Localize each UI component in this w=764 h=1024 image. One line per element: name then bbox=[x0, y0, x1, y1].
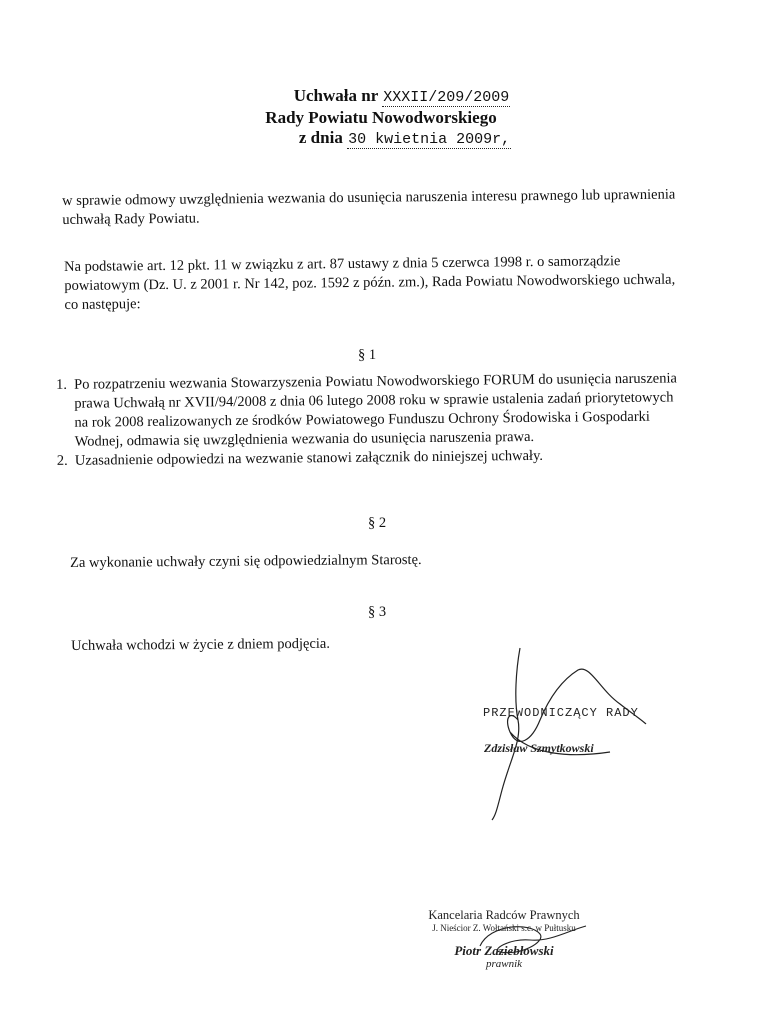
section-3-heading: § 3 bbox=[368, 604, 387, 620]
section-2-text: Za wykonanie uchwały czyni się odpowiedzialnym Starostę. bbox=[70, 551, 422, 571]
resolution-subject: w sprawie odmowy uwzględnienia wezwania do usunięcia naruszenia interesu prawnego lub uprawnienia uchwałą Rady Powiatu. bbox=[62, 186, 676, 228]
list-item-number: 1. bbox=[56, 376, 68, 393]
title-prefix: Uchwała nr bbox=[293, 86, 383, 105]
section-3-text: Uchwała wchodzi w życie z dniem podjęcia. bbox=[71, 635, 331, 654]
law-office-stamp bbox=[404, 908, 604, 971]
date-prefix: z dnia bbox=[298, 128, 348, 147]
council-name: Rady Powiatu Nowodworskiego bbox=[265, 108, 497, 127]
chairman-signature-block bbox=[470, 640, 690, 830]
stamp-role: prawnik bbox=[485, 958, 523, 970]
stamp-person: Piotr Zazieblowski bbox=[454, 943, 554, 958]
section-2-heading: § 2 bbox=[368, 515, 387, 531]
list-item-text: Po rozpatrzeniu wezwania Stowarzyszenia Powiatu Nowodworskiego FORUM do usunięcia naruszenia prawa Uchwałą nr XVII/94/2008 z dnia 06 lutego 2008 roku w sprawie ustalenia zadań priorytetowych na rok 2008 realizowanych ze środków Powiatowego Funduszu Ochrony Środowiska i Gospodarki Wodnej, odmawia się uwzględnienia wezwania do usunięcia naruszenia prawa. bbox=[74, 370, 677, 450]
stamp-address: J. Nieścior Z. Wołtański s.c. w Pułtusku bbox=[432, 923, 576, 933]
handwritten-signature-icon bbox=[470, 640, 690, 830]
legal-basis: Na podstawie art. 12 pkt. 11 w związku z art. 87 ustawy z dnia 5 czerwca 1998 r. o samorządzie powiatowym (Dz. U. z 2001 r. Nr 142, poz. 1592 z późn. zm.), Rada Powiatu Nowodworskiego uchwala, co następuje: bbox=[64, 253, 676, 313]
signature-name: Zdzisław Szmytkowski bbox=[484, 741, 594, 755]
list-item-number: 2. bbox=[56, 452, 68, 469]
faint-header-mark bbox=[50, 42, 210, 92]
title-line-date bbox=[23, 128, 764, 150]
resolution-title bbox=[0, 86, 764, 150]
list-item-text: Uzasadnienie odpowiedzi na wezwanie stanowi załącznik do niniejszej uchwały. bbox=[74, 447, 544, 469]
list-item bbox=[50, 369, 691, 452]
title-line-number bbox=[20, 86, 764, 108]
resolution-number: XXXII/209/2009 bbox=[383, 89, 510, 106]
stamp-office: Kancelaria Radców Prawnych bbox=[428, 908, 580, 922]
section-1-list bbox=[50, 369, 691, 471]
signature-title: PRZEWODNICZĄCY RADY bbox=[483, 706, 639, 720]
resolution-date: 30 kwietnia 2009r, bbox=[348, 131, 511, 148]
section-1-heading: § 1 bbox=[358, 347, 377, 363]
